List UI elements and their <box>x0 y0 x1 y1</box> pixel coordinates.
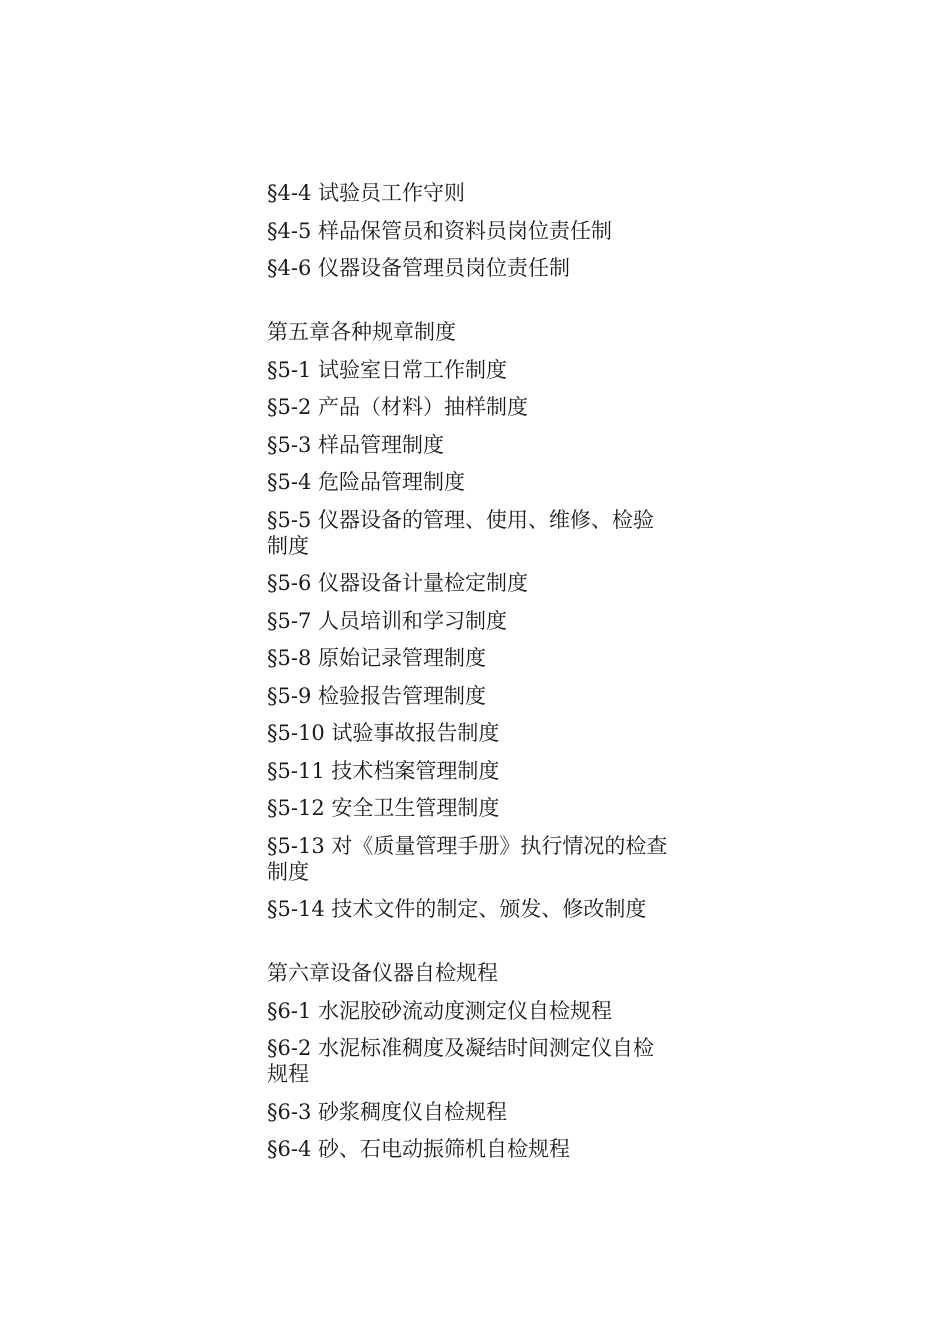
toc-item: §5-9 检验报告管理制度 <box>267 683 486 708</box>
toc-item: §5-1 试验室日常工作制度 <box>267 357 507 382</box>
section-chapter-6 <box>267 960 697 1162</box>
toc-item: §4-5 样品保管员和资料员岗位责任制 <box>267 218 612 243</box>
toc-item: §5-4 危险品管理制度 <box>267 470 465 494</box>
toc-item-wrapped <box>267 833 697 885</box>
document-page <box>267 180 697 1174</box>
chapter-heading: 第五章各种规章制度 <box>267 320 456 344</box>
toc-item: §4-6 仪器设备管理员岗位责任制 <box>267 256 570 280</box>
toc-item-line2: 制度 <box>267 533 309 558</box>
toc-item: §5-3 样品管理制度 <box>267 432 444 457</box>
toc-item-line1: §5-5 仪器设备的管理、使用、维修、检验 <box>267 507 654 532</box>
toc-item-line2: 规程 <box>267 1062 309 1086</box>
chapter-heading: 第六章设备仪器自检规程 <box>267 961 498 985</box>
toc-item: §5-8 原始记录管理制度 <box>267 646 486 670</box>
toc-item: §5-11 技术档案管理制度 <box>267 758 500 783</box>
toc-item: §6-1 水泥胶砂流动度测定仪自检规程 <box>267 998 612 1023</box>
toc-item-wrapped <box>267 1035 697 1087</box>
toc-item-line1: §6-2 水泥标准稠度及凝结时间测定仪自检 <box>267 1036 654 1060</box>
toc-item: §5-6 仪器设备计量检定制度 <box>267 571 528 595</box>
toc-item: §5-10 试验事故报告制度 <box>267 721 500 745</box>
toc-item-line1: §5-13 对《质量管理手册》执行情况的检查 <box>267 833 668 858</box>
toc-item: §4-4 试验员工作守则 <box>267 181 465 205</box>
toc-item: §6-4 砂、石电动振筛机自检规程 <box>267 1137 570 1161</box>
section-chapter-5 <box>267 319 697 922</box>
toc-item: §5-12 安全卫生管理制度 <box>267 796 500 820</box>
toc-item-line2: 制度 <box>267 859 309 884</box>
toc-item-wrapped <box>267 507 697 559</box>
toc-item: §6-3 砂浆稠度仪自检规程 <box>267 1099 507 1124</box>
section-chapter-4-continued <box>267 180 697 281</box>
toc-item: §5-14 技术文件的制定、颁发、修改制度 <box>267 897 647 921</box>
toc-item: §5-7 人员培训和学习制度 <box>267 608 507 633</box>
toc-item: §5-2 产品（材料）抽样制度 <box>267 395 528 419</box>
